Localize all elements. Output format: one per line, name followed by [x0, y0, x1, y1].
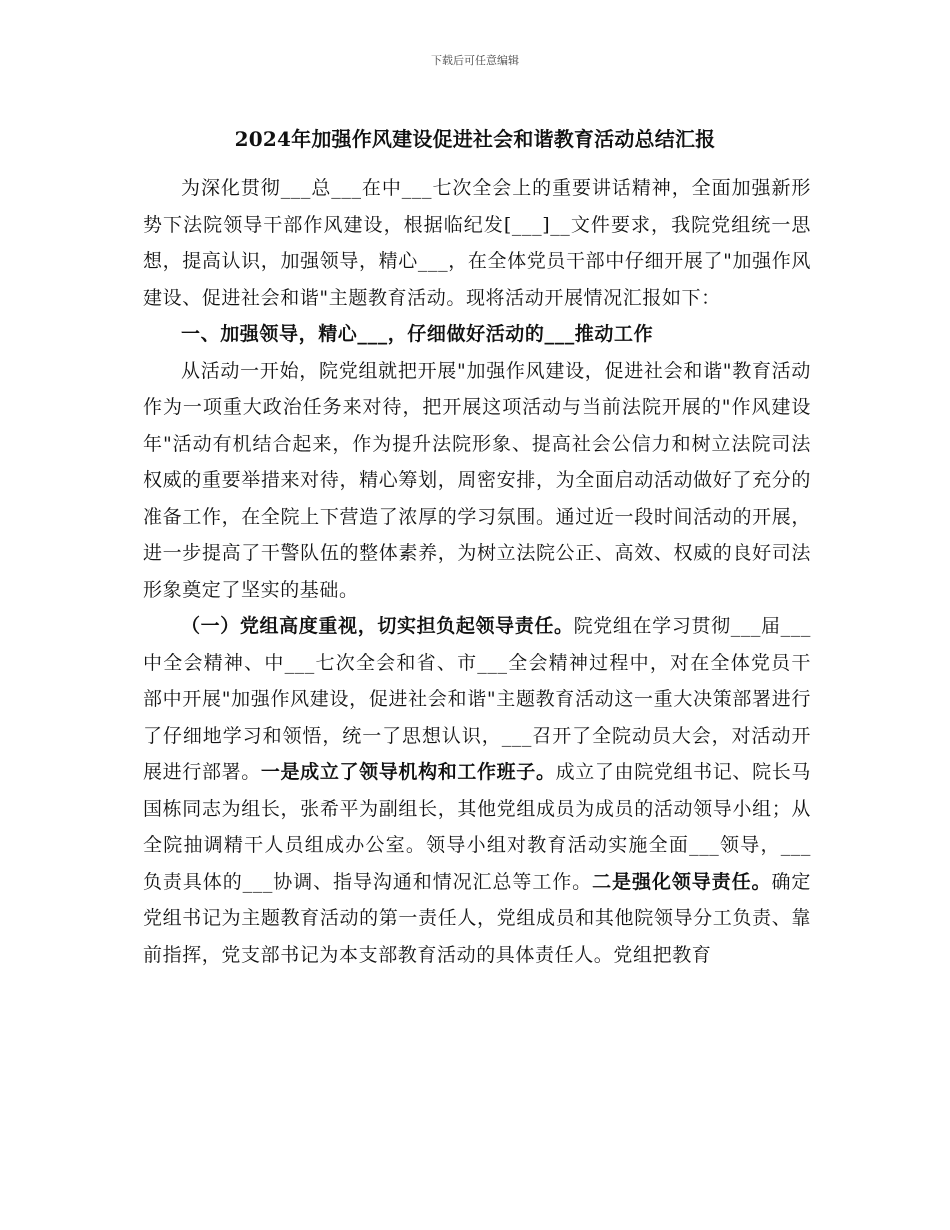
subsection-1-heading: （一）党组高度重视，切实担负起领导责任。 — [181, 615, 574, 637]
point-1-heading: 一是成立了领导机构和工作班子。 — [260, 761, 556, 783]
point-2-text: 确定党组书记为主题教育活动的第一责任人，党组成员和其他院领导分工负责、靠前指挥，党支部书记为本支部教育活动的具体责任人。党组把教育 — [143, 870, 811, 966]
document-title: 2024年加强作风建设促进社会和谐教育活动总结汇报 — [234, 127, 716, 151]
point-2-heading: 二是强化领导责任。 — [592, 870, 772, 893]
section-1-heading: 一、加强领导，精心___，仔细做好活动的___推动工作 — [181, 323, 654, 345]
point-1-text: 成立了由院党组书记、院长马国栋同志为组长，张希平为副组长，其他党组成员为成员的活动领导小组；从全院抽调精干人员组成办公室。领导小组对教育活动实施全面___领导，___负责具体的___协调、指导沟通和情况汇总等工作。 — [143, 761, 811, 893]
document-body — [143, 170, 811, 973]
section-1-paragraph: 从活动一开始，院党组就把开展"加强作风建设，促进社会和谐"教育活动作为一项重大政治任务来对待，把开展这项活动与当前法院开展的"作风建设年"活动有机结合起来，作为提升法院形象、提高社会公信力和树立法院司法权威的重要举措来对待，精心筹划，周密安排，为全面启动活动做好了充分的准备工作，在全院上下营造了浓厚的学习氛围。通过近一段时间活动的开展，进一步提高了干警队伍的整体素养，为树立法院公正、高效、权威的良好司法形象奠定了坚实的基础。 — [143, 359, 811, 601]
subsection-1-text: 院党组在学习贯彻___届___中全会精神、中___七次全会和省、市___全会精神过程中，对在全体党员干部中开展"加强作风建设，促进社会和谐"主题教育活动这一重大决策部署进行了仔细地学习和领悟，统一了思想认识，___召开了全院动员大会，对活动开展进行部署。 — [143, 615, 811, 783]
header-note: 下载后可任意编辑 — [431, 54, 519, 67]
intro-paragraph: 为深化贯彻___总___在中___七次全会上的重要讲话精神，全面加强新形势下法院领导干部作风建设，根据临纪发[___]__文件要求，我院党组统一思想，提高认识，加强领导，精心___，在全体党员干部中仔细开展了"加强作风建设、促进社会和谐"主题教育活动。现将活动开展情况汇报如下： — [143, 177, 811, 309]
subsection-1-paragraph — [143, 608, 811, 973]
